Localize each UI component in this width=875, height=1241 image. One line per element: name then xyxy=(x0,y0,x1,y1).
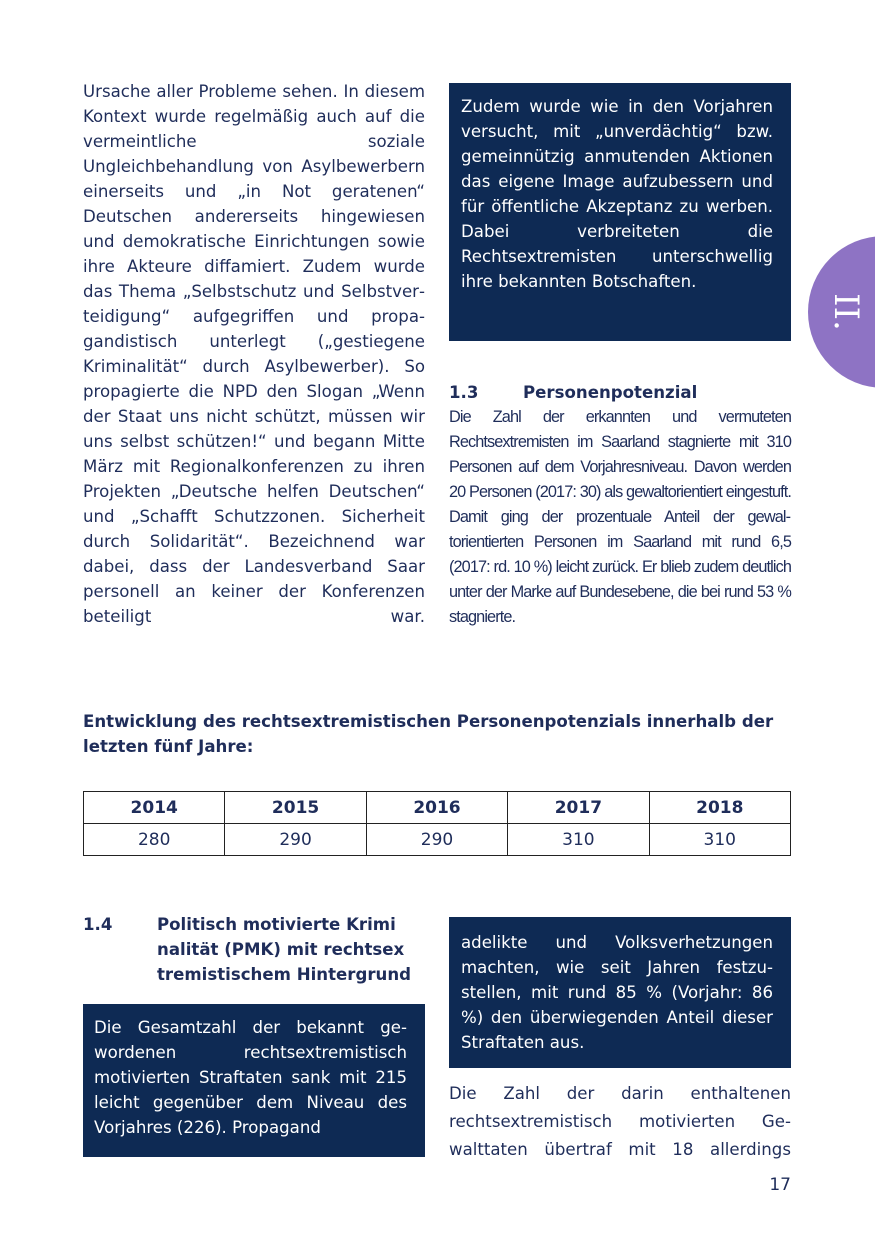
table-row xyxy=(84,824,791,856)
table-header-cell: 2018 xyxy=(649,792,790,824)
section-title-line: tremistischem Hintergrund xyxy=(157,965,412,984)
table-header-cell: 2016 xyxy=(366,792,507,824)
page-number: 17 xyxy=(769,1175,791,1195)
section-title xyxy=(157,912,432,987)
section-heading-1-3 xyxy=(449,380,697,405)
highlight-box-bottom-right xyxy=(449,917,791,1068)
table-cell: 310 xyxy=(508,824,649,856)
section-title-line: Politisch motivierte Krimi xyxy=(157,915,396,934)
highlight-box-top-right-text: Zudem wurde wie in den Vorjahren versucht, mit „unverdächtig“ bzw. gemeinnützig anmutenden Aktionen das eigene Image aufzubessern und für öffentliche Akzeptanz zu werben. Dabei verbreiteten die Rechtsextremisten unterschwellig ihre bekannten Botschaften. xyxy=(461,97,773,291)
personenpotenzial-table xyxy=(83,791,791,856)
highlight-box-bottom-right-text: adelikte und Volksverhetzungen machten, wie seit Jahren festzustellen, mit rund 85 % (Vorjahr: 86 %) den überwiegenden Anteil dieser Straftaten aus. xyxy=(461,933,773,1052)
table-header-cell: 2015 xyxy=(225,792,366,824)
chapter-tab-label: II. xyxy=(826,293,866,331)
table-cell: 290 xyxy=(225,824,366,856)
table-header-cell: 2014 xyxy=(84,792,225,824)
section-1-3-text: Die Zahl der erkannten und vermuteten Rechtsextremisten im Saarland stagnierte mit 310 Personen auf dem Vorjahresniveau. Davon werden 20 Personen (2017: 30) als gewaltorientiert eingestuft. Damit ging der prozentuale Anteil der gewaltorientierten Personen im Saarland mit rund 6,5 (2017: rd. 10 %) leicht zurück. Er blieb zudem deutlich unter der Marke auf Bundesebene, die bei rund 53 % stagnierte. xyxy=(449,408,791,626)
highlight-box-bottom-left-text: Die Gesamtzahl der bekannt gewordenen rechtsextremistisch motivierten Straftaten sank mit 215 leicht gegenüber dem Niveau des Vorjahres (226). Propagand xyxy=(94,1018,407,1137)
body-text-right-bottom: Die Zahl der darin enthaltenen rechtsextremistisch motivierten Gewalttaten übertraf mit 18 allerdings xyxy=(449,1084,791,1159)
table-cell: 310 xyxy=(649,824,790,856)
section-number: 1.4 xyxy=(83,915,113,934)
highlight-box-top-right xyxy=(449,83,791,341)
section-title: Personenpotenzial xyxy=(523,383,698,402)
table-header-row xyxy=(84,792,791,824)
table-cell: 280 xyxy=(84,824,225,856)
table-header-cell: 2017 xyxy=(508,792,649,824)
highlight-box-bottom-left xyxy=(83,1004,425,1157)
table-title: Entwicklung des rechtsextremistischen Personenpotenzials innerhalb der letzten fünf Jahre: xyxy=(83,712,774,756)
section-title-line: nalität (PMK) mit rechtsex xyxy=(157,940,405,959)
table-cell: 290 xyxy=(366,824,507,856)
chapter-tab xyxy=(808,236,875,388)
section-number: 1.3 xyxy=(449,383,479,402)
body-text-left-top: Ursache aller Probleme sehen. In diesem Kontext wurde regelmäßig auch auf die vermeintliche soziale Ungleichbehandlung von Asylbewerbern einerseits und „in Not geratenen“ Deutschen andererseits hingewiesen und demokratische Einrichtungen sowie ihre Akteure diffamiert. Zudem wurde das Thema „Selbstschutz und Selbstverteidigung“ aufgegriffen und propagandistisch unterlegt („gestiegene Kriminalität“ durch Asylbewerber). So propagierte die NPD den Slogan „Wenn der Staat uns nicht schützt, müssen wir uns selbst schützen!“ und begann Mitte März mit Regionalkonferenzen zu ihren Projekten „Deutsche helfen Deutschen“ und „Schafft Schutzzonen. Sicherheit durch Solidarität“. Bezeichnend war dabei, dass der Landesverband Saar personell an keiner der Konferenzen beteiligt war. xyxy=(83,82,425,626)
